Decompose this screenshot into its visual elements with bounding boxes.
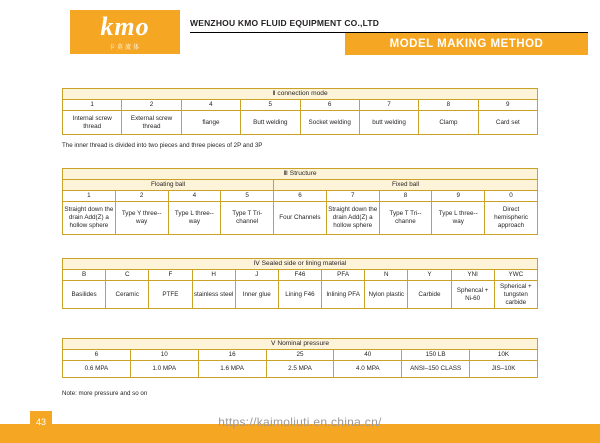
value-cell: PTFE	[149, 281, 192, 309]
code-cell: 25	[266, 350, 334, 361]
value-cell: Inlining PFA	[322, 281, 365, 309]
company-logo	[70, 10, 180, 54]
code-cell: 7	[359, 100, 418, 111]
value-cell: JIS–10K	[470, 361, 538, 378]
table-row	[63, 201, 538, 234]
code-cell: 5	[221, 191, 274, 202]
connection-mode-table	[62, 88, 538, 135]
value-cell: Lining F46	[278, 281, 321, 309]
structure-caption: Ⅲ Structure	[63, 169, 538, 180]
table-caption-row	[63, 169, 538, 180]
connection-mode-caption: Ⅱ connection mode	[63, 89, 538, 100]
value-cell: Card set	[478, 111, 537, 135]
code-cell: Y	[408, 270, 451, 281]
value-cell: Clamp	[419, 111, 478, 135]
code-cell: 6	[63, 350, 131, 361]
code-cell: B	[63, 270, 106, 281]
code-cell: 10	[130, 350, 198, 361]
value-cell: Spherical + tungsten carbide	[494, 281, 537, 309]
value-cell: Internal screw thread	[63, 111, 122, 135]
logo-wordmark: kmo	[100, 11, 150, 41]
table-row	[63, 350, 538, 361]
company-name: WENZHOU KMO FLUID EQUIPMENT CO.,LTD	[190, 18, 380, 28]
code-cell: YNI	[451, 270, 494, 281]
code-cell: 1	[63, 191, 116, 202]
code-cell: 0	[485, 191, 538, 202]
nominal-pressure-caption: Ⅴ Nominal pressure	[63, 339, 538, 350]
table-row	[63, 361, 538, 378]
value-cell: Direct hemispheric approach	[485, 201, 538, 234]
logo-subtitle: 卡莫流体	[108, 44, 141, 51]
value-cell: Type T Tri--channe	[379, 201, 432, 234]
table-row	[63, 111, 538, 135]
watermark-url: https://kaimoliuti.en.china.cn/	[218, 415, 382, 429]
code-cell: YWC	[494, 270, 537, 281]
value-cell: 0.6 MPA	[63, 361, 131, 378]
value-cell: Type T Tri-channel	[221, 201, 274, 234]
table-row	[63, 100, 538, 111]
code-cell: 1	[63, 100, 122, 111]
page-header	[0, 0, 600, 62]
value-cell: Butt welding	[241, 111, 300, 135]
value-cell: Four Channels	[274, 201, 327, 234]
nominal-pressure-note: Note: more pressure and so on	[62, 390, 148, 397]
value-cell: Nylon plastic	[365, 281, 408, 309]
value-cell: Ceramic	[106, 281, 149, 309]
code-cell: 2	[122, 100, 181, 111]
page-title: MODEL MAKING METHOD	[389, 38, 544, 50]
code-cell: 4	[181, 100, 240, 111]
table-caption-row	[63, 89, 538, 100]
table-row	[63, 281, 538, 309]
value-cell: 2.5 MPA	[266, 361, 334, 378]
value-cell: Socket welding	[300, 111, 359, 135]
table-row	[63, 191, 538, 202]
value-cell: Inner glue	[235, 281, 278, 309]
code-cell: F46	[278, 270, 321, 281]
value-cell: Straight down the drain Add(Z) a hollow sphere	[63, 201, 116, 234]
table-group-row	[63, 180, 538, 191]
value-cell: 1.0 MPA	[130, 361, 198, 378]
value-cell: 4.0 MPA	[334, 361, 402, 378]
value-cell: Straight down the drain Add(Z) a hollow sphere	[326, 201, 379, 234]
code-cell: H	[192, 270, 235, 281]
page-title-banner	[345, 33, 588, 55]
nominal-pressure-table	[62, 338, 538, 378]
connection-mode-note: The inner thread is divided into two pieces and three pieces of 2P and 3P	[62, 142, 263, 149]
group-label-fixed-ball: Fixed ball	[274, 180, 538, 191]
code-cell: PFA	[322, 270, 365, 281]
value-cell: ANSI–150 CLASS	[402, 361, 470, 378]
value-cell: stainless steel	[192, 281, 235, 309]
value-cell: butt welding	[359, 111, 418, 135]
code-cell: 8	[419, 100, 478, 111]
group-label-floating-ball: Floating ball	[63, 180, 274, 191]
code-cell: F	[149, 270, 192, 281]
code-cell: 2	[115, 191, 168, 202]
code-cell: 9	[478, 100, 537, 111]
code-cell: C	[106, 270, 149, 281]
code-cell: 4	[168, 191, 221, 202]
value-cell: External screw thread	[122, 111, 181, 135]
code-cell: 5	[241, 100, 300, 111]
page-number-badge: 43	[30, 411, 52, 433]
code-cell: 150 LB	[402, 350, 470, 361]
value-cell: Type L three--way	[432, 201, 485, 234]
code-cell: 9	[432, 191, 485, 202]
value-cell: 1.6 MPA	[198, 361, 266, 378]
code-cell: 6	[274, 191, 327, 202]
sealed-side-caption: Ⅳ Sealed side or lining material	[63, 259, 538, 270]
value-cell: Carbide	[408, 281, 451, 309]
sealed-side-table	[62, 258, 538, 309]
value-cell: Sphencal + Ni-60	[451, 281, 494, 309]
code-cell: 16	[198, 350, 266, 361]
structure-table	[62, 168, 538, 235]
table-caption-row	[63, 339, 538, 350]
table-caption-row	[63, 259, 538, 270]
code-cell: N	[365, 270, 408, 281]
code-cell: J	[235, 270, 278, 281]
value-cell: flange	[181, 111, 240, 135]
code-cell: 6	[300, 100, 359, 111]
value-cell: Type L three--way	[168, 201, 221, 234]
code-cell: 10K	[470, 350, 538, 361]
value-cell: Basilides	[63, 281, 106, 309]
table-row	[63, 270, 538, 281]
code-cell: 40	[334, 350, 402, 361]
value-cell: Type Y three--way	[115, 201, 168, 234]
code-cell: 7	[326, 191, 379, 202]
code-cell: 8	[379, 191, 432, 202]
